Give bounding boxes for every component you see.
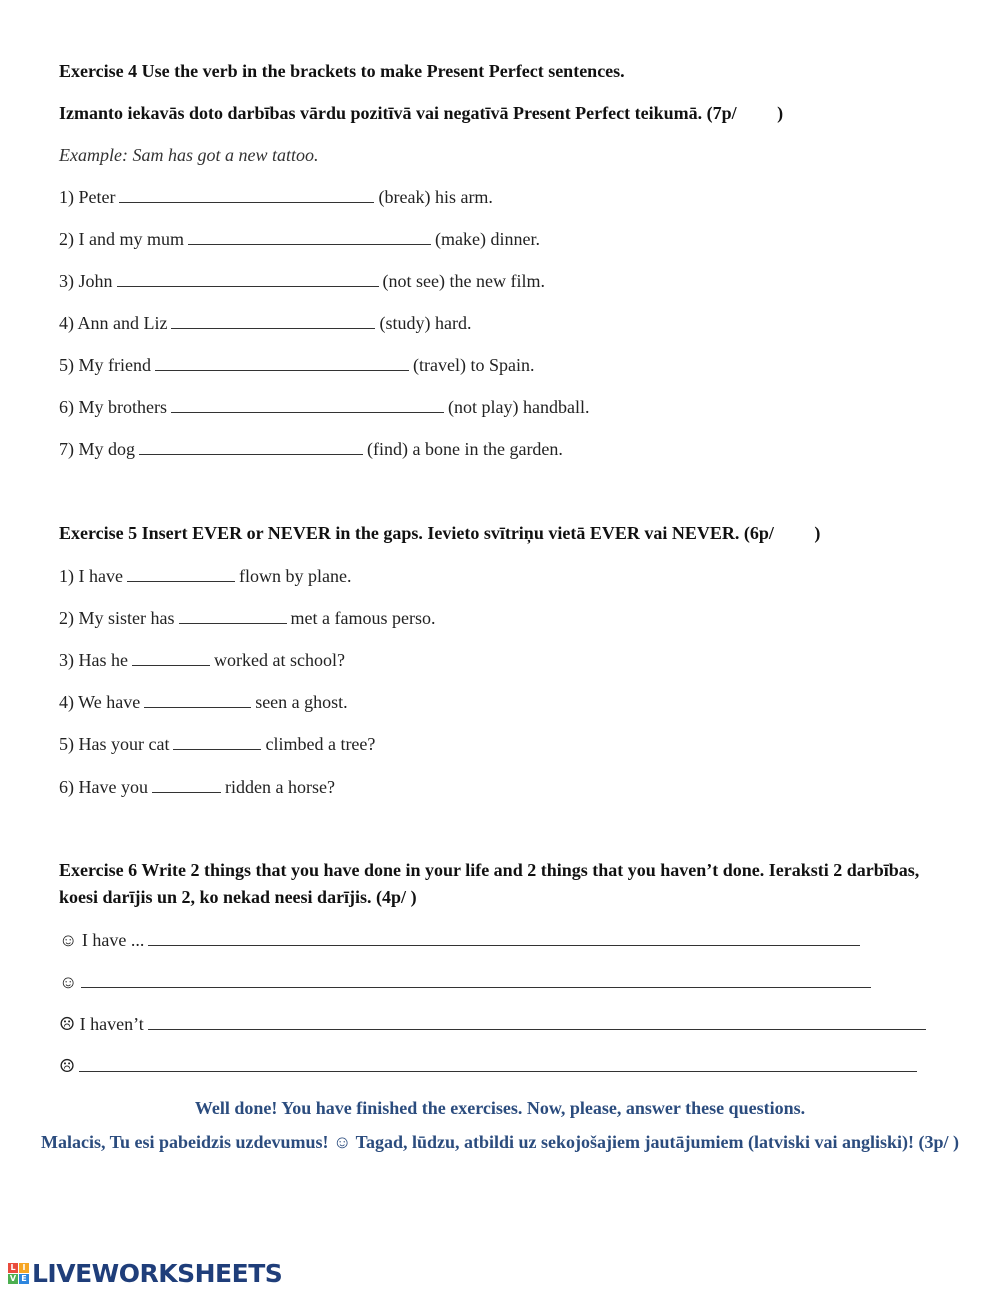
list-item: 6) My brothers (not play) handball.	[59, 397, 590, 417]
logo-tile: E	[19, 1274, 29, 1284]
logo-tile: V	[9, 1273, 17, 1283]
answer-blank[interactable]	[179, 609, 287, 624]
exercise-4-instruction: Izmanto iekavās doto darbības vārdu pozitīvā vai negatīvā Present Perfect teikumā. (7p/ )	[59, 103, 784, 123]
liveworksheets-logo	[8, 1258, 282, 1288]
answer-blank[interactable]	[144, 693, 251, 708]
list-item: 3) John (not see) the new film.	[59, 271, 545, 291]
list-item: ☺ I have ...	[59, 929, 864, 951]
answer-blank[interactable]	[173, 735, 261, 750]
list-item: ☹ I haven’t	[59, 1013, 930, 1035]
closing-line-2: Malacis, Tu esi pabeidzis uzdevumus! ☺ Tagad, lūdzu, atbildi uz sekojošajiem jautājumiem (latviski vai angliski)! (3p/ )	[41, 1132, 959, 1152]
exercise-4-title: Exercise 4 Use the verb in the brackets to make Present Perfect sentences.	[59, 61, 625, 81]
logo-tile: I	[19, 1263, 29, 1273]
answer-blank[interactable]	[81, 973, 871, 988]
list-item: 4) We have seen a ghost.	[59, 692, 348, 712]
list-item	[59, 1055, 921, 1077]
list-item: 3) Has he worked at school?	[59, 650, 345, 670]
answer-blank[interactable]	[188, 230, 431, 245]
logo-text: LIVEWORKSHEETS	[32, 1258, 283, 1288]
answer-blank[interactable]	[139, 440, 363, 455]
list-item	[59, 971, 875, 993]
list-item: 1) I have flown by plane.	[59, 566, 352, 586]
list-item: 2) My sister has met a famous perso.	[59, 608, 436, 628]
answer-blank[interactable]	[171, 314, 375, 329]
answer-blank[interactable]	[79, 1057, 917, 1072]
answer-blank[interactable]	[152, 778, 221, 793]
smile-icon: ☺	[59, 930, 78, 950]
logo-tile: L	[8, 1263, 18, 1273]
list-item: 7) My dog (find) a bone in the garden.	[59, 439, 563, 459]
exercise-4-example: Example: Sam has got a new tattoo.	[59, 145, 319, 165]
logo-tiles-icon	[8, 1263, 29, 1284]
answer-blank[interactable]	[148, 1015, 926, 1030]
answer-blank[interactable]	[148, 931, 860, 946]
frown-icon: ☹	[59, 1014, 76, 1034]
list-item: 5) My friend (travel) to Spain.	[59, 355, 535, 375]
answer-blank[interactable]	[119, 188, 374, 203]
list-item: 5) Has your cat climbed a tree?	[59, 734, 376, 754]
exercise-6-title: Exercise 6 Write 2 things that you have done in your life and 2 things that you haven’t done. Ieraksti 2 darbības, koesi darījis un 2, ko nekad neesi darījis. (4p/ )	[59, 860, 920, 907]
smile-icon: ☺	[59, 972, 78, 992]
closing-line-1: Well done! You have finished the exercises. Now, please, answer these questions.	[194, 1098, 806, 1118]
list-item: 2) I and my mum (make) dinner.	[59, 229, 540, 249]
exercise-5-title: Exercise 5 Insert EVER or NEVER in the gaps. Ievieto svītriņu vietā EVER vai NEVER. (6p/ )	[59, 523, 821, 543]
answer-blank[interactable]	[171, 398, 444, 413]
frown-icon: ☹	[59, 1056, 76, 1076]
list-item: 6) Have you ridden a horse?	[59, 777, 335, 797]
list-item: 1) Peter (break) his arm.	[59, 187, 493, 207]
answer-blank[interactable]	[132, 651, 210, 666]
answer-blank[interactable]	[127, 567, 235, 582]
list-item: 4) Ann and Liz (study) hard.	[59, 313, 472, 333]
answer-blank[interactable]	[117, 272, 379, 287]
answer-blank[interactable]	[155, 356, 409, 371]
